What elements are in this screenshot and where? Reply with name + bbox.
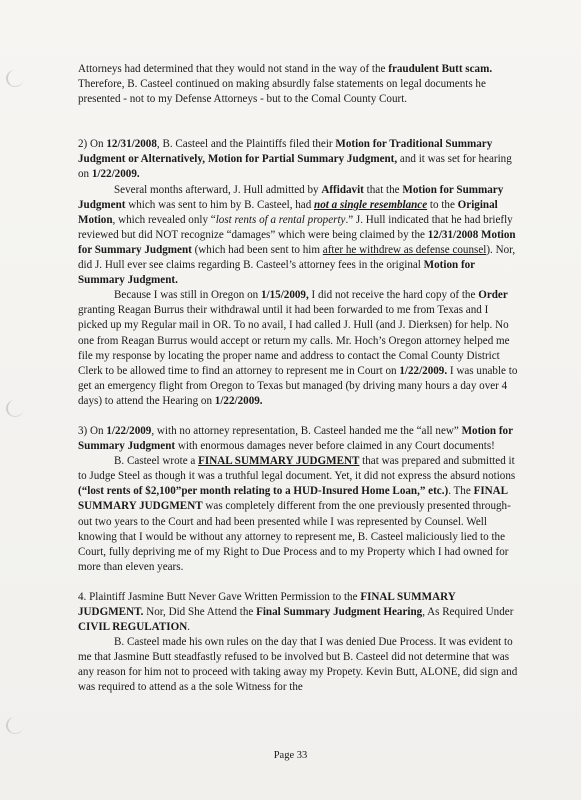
paragraph-item-2: 2) On 12/31/2008, B. Casteel and the Plaintiffs filed their Motion for Traditional Summary Judgment or Alternatively, Motion for Partial Summary Judgment, and it was set for hearing on 1/22/2009. bbox=[78, 138, 512, 181]
punch-hole-icon bbox=[6, 717, 24, 734]
page-number: Page 33 bbox=[273, 750, 308, 761]
paragraph-continuation: Attorneys had determined that they would not stand in the way of the fraudulent Butt scam. Therefore, B. Casteel continued on making absurdly false statements on legal documents he presented - not to my Defense Attorneys - but to the Comal County Court. bbox=[78, 63, 493, 106]
paragraph-item-4: 4. Plaintiff Jasmine Butt Never Gave Written Permission to the FINAL SUMMARY JUDGMENT. Nor, Did She Attend the Final Summary Judgment Hearing, As Required Under CIVIL REGULATION. bbox=[78, 590, 514, 634]
punch-hole-icon bbox=[6, 70, 24, 87]
paragraph-final-judgment: B. Casteel wrote a FINAL SUMMARY JUDGMENT that was prepared and submitted it to Judge Steel as though it was a truthful legal document. Yet, it did not express the absurd notions (“lost rents of $2,100”per month relating to a HUD-Insured Home Loan,” etc.). The FINAL SUMMARY JUDGMENT was completely different from the one previously presented through-out two years to the Court and had been presented while I was represented by Counsel. Well knowing that I would be without any attorney to represent me, B. Casteel maliciously lied to the Court, fully depriving me of my Right to Due Process and to my Property which I had owned for more than eleven years. bbox=[78, 455, 516, 573]
paragraph-oregon: Because I was still in Oregon on 1/15/2009, I did not receive the hard copy of the Order granting Reagan Burrus their withdrawal until it had been forwarded to me from Texas and I picked up my Regular mail in OR. To no avail, I had called J. Hull (and J. Dierksen) for help. No one from Reagan Burrus would accept or return my calls. Mr. Hoch’s Oregon attorney helped me file my response by locating the proper name and address to contact the Comal County District Clerk to be allowed time to find an attorney to represent me in Court on 1/22/2009. I was unable to get an emergency flight from Oregon to Texas but managed (by driving many hours a day over 4 days) to attend the Hearing on 1/22/2009. bbox=[78, 289, 518, 407]
paragraph-item-3: 3) On 1/22/2009, with no attorney representation, B. Casteel handed me the “all new” Motion for Summary Judgment with enormous damages never before claimed in any Court documents! bbox=[78, 424, 513, 453]
paragraph-due-process: B. Casteel made his own rules on the day that I was denied Due Process. It was evident to me that Jasmine Butt steadfastly refused to be involved but B. Casteel did not determine that was any reason for him not to proceed with taking away my Propety. Kevin Butt, ALONE, did sign and was required to attend as a the sole Witness for the bbox=[78, 636, 518, 694]
document-body bbox=[78, 62, 518, 696]
paragraph-affidavit: Several months afterward, J. Hull admitted by Affidavit that the Motion for Summary Judgment which was sent to him by B. Casteel, had not a single resemblance to the Original Motion, which revealed only “lost rents of a rental property.” J. Hull indicated that he had briefly reviewed but did NOT recognize “damages” which were being claimed by the 12/31/2008 Motion for Summary Judgment (which had been sent to him after he withdrew as defense counsel). Nor, did J. Hull ever see claims regarding B. Casteel’s attorney fees in the original Motion for Summary Judgment. bbox=[78, 183, 516, 287]
punch-hole-icon bbox=[6, 400, 24, 417]
